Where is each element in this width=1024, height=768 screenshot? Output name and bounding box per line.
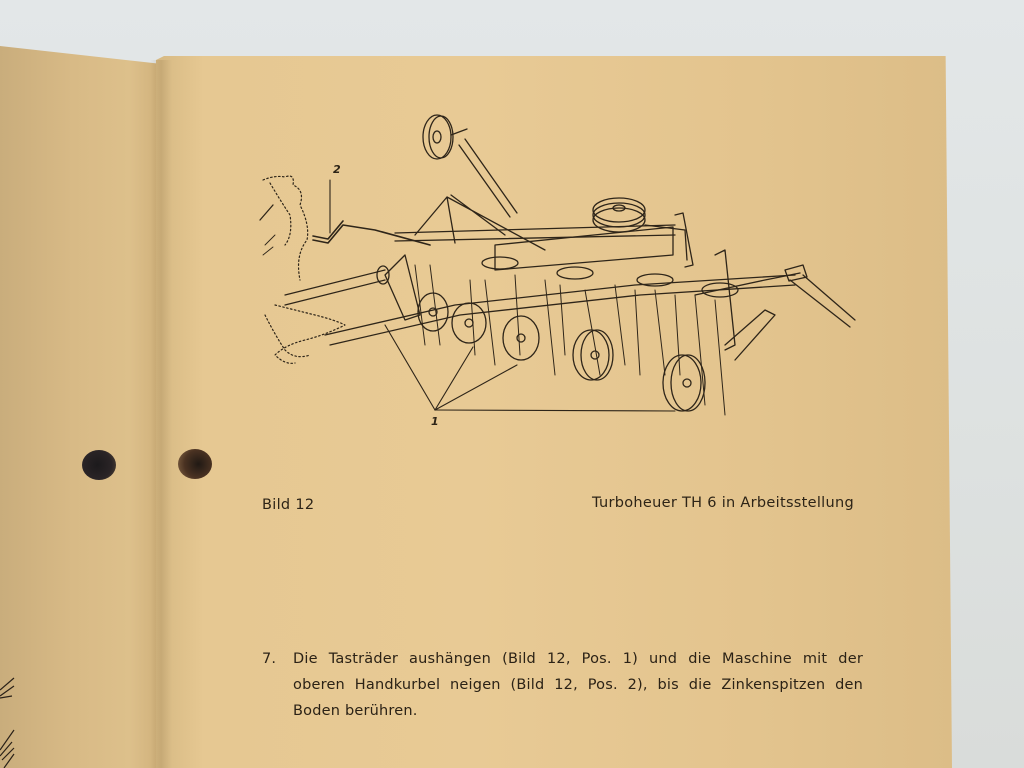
punch-hole-right [178, 449, 212, 479]
step-line-3: Boden berühren. [293, 703, 418, 719]
punch-hole-left [82, 450, 116, 480]
callout-1-leaders [385, 325, 675, 411]
rake-tines [415, 265, 725, 415]
step-line-2: oberen Handkurbel neigen (Bild 12, Pos. 2), bis die Zinkenspitzen den [293, 677, 863, 693]
step-line-1: Die Tasträder aushängen (Bild 12, Pos. 1) und die Maschine mit der [293, 651, 863, 667]
left-page-drawing-fragment [0, 660, 20, 768]
figure-title: Turboheuer TH 6 in Arbeitsstellung [592, 495, 854, 511]
step-text [293, 646, 863, 724]
machine-illustration [255, 105, 865, 430]
callout-2-label: 2 [333, 163, 341, 176]
binding-gutter [150, 60, 172, 768]
tractor-outline [263, 176, 345, 363]
figure-label: Bild 12 [262, 497, 315, 513]
left-page [0, 46, 162, 768]
figure-caption [262, 497, 854, 519]
transport-wheel-top [423, 115, 467, 159]
callout-1-label: 1 [431, 415, 439, 428]
step-number: 7. [262, 651, 277, 667]
